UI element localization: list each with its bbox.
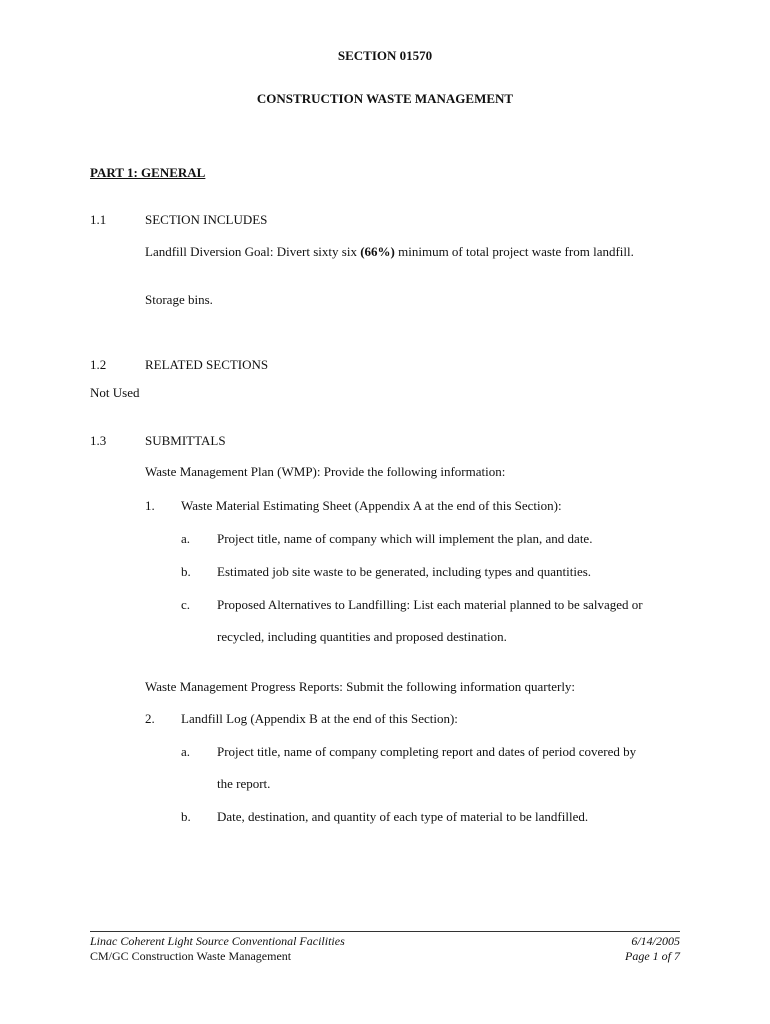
item-2-sub-letter: b. — [181, 809, 191, 824]
footer-divider — [90, 931, 680, 932]
item-1-sub-text: Project title, name of company which will implement the plan, and date. — [217, 531, 593, 546]
goal-text-prefix: Landfill Diversion Goal: Divert sixty six — [145, 244, 361, 259]
wmp-intro: Waste Management Plan (WMP): Provide the following information: — [145, 464, 506, 479]
footer-date: 6/14/2005 — [631, 934, 680, 948]
item-1-text: Waste Material Estimating Sheet (Appendix A at the end of this Section): — [181, 498, 562, 513]
item-1-sub-text-continued: recycled, including quantities and proposed destination. — [217, 629, 507, 644]
goal-text-suffix: minimum of total project waste from landfill. — [394, 244, 634, 259]
item-2-text: Landfill Log (Appendix B at the end of this Section): — [181, 711, 458, 726]
item-1-sub-text: Proposed Alternatives to Landfilling: List each material planned to be salvaged or — [217, 597, 643, 612]
section-1-2-title: RELATED SECTIONS — [145, 357, 269, 372]
item-2-number: 2. — [145, 711, 155, 726]
section-1-1-title: SECTION INCLUDES — [145, 212, 268, 227]
section-1-3-number: 1.3 — [90, 433, 107, 448]
section-1-3-title: SUBMITTALS — [145, 433, 226, 448]
progress-reports-intro: Waste Management Progress Reports: Submit the following information quarterly: — [145, 679, 576, 694]
item-1-sub-text: Estimated job site waste to be generated, including types and quantities. — [217, 564, 592, 579]
section-title: CONSTRUCTION WASTE MANAGEMENT — [256, 91, 514, 106]
storage-bins-text: Storage bins. — [145, 292, 213, 307]
item-1-sub-letter: b. — [181, 564, 191, 579]
item-1-sub-letter: a. — [181, 531, 191, 546]
part-heading: PART 1: GENERAL — [90, 165, 206, 180]
item-2-sub-letter: a. — [181, 744, 191, 759]
item-1-sub-letter: c. — [181, 597, 191, 612]
section-1-2-number: 1.2 — [90, 357, 107, 372]
footer-project-name: Linac Coherent Light Source Conventional Facilities — [90, 934, 345, 948]
section-number: SECTION 01570 — [337, 48, 433, 63]
item-2-sub-text: Date, destination, and quantity of each type of material to be landfilled. — [217, 809, 589, 824]
footer-page-number: Page 1 of 7 — [625, 949, 680, 963]
item-1-number: 1. — [145, 498, 155, 513]
footer-document-name: CM/GC Construction Waste Management — [90, 949, 292, 963]
related-sections-body: Not Used — [90, 385, 140, 400]
item-2-sub-text: Project title, name of company completing report and dates of period covered by — [217, 744, 637, 759]
goal-percentage: (66%) — [360, 244, 395, 259]
item-2-sub-text-continued: the report. — [217, 776, 271, 791]
landfill-diversion-goal — [145, 244, 634, 260]
section-1-1-number: 1.1 — [90, 212, 107, 227]
